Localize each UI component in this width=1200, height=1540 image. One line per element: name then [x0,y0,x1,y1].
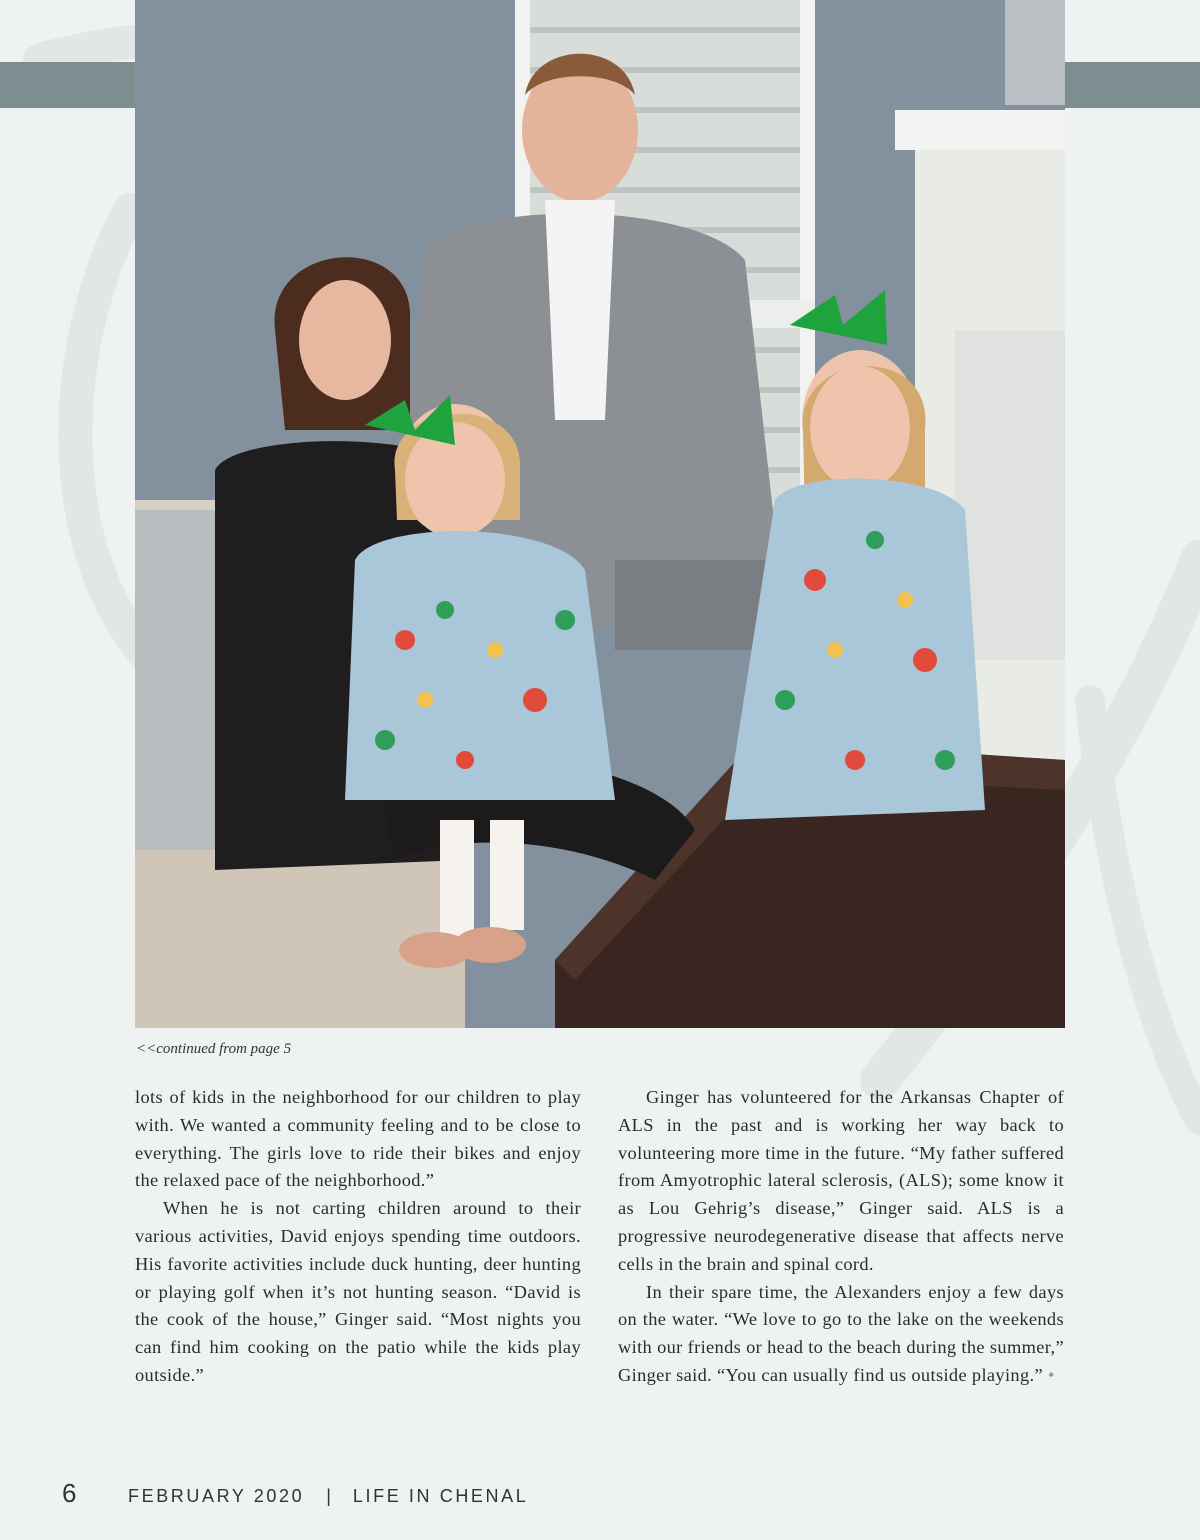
page-number: 6 [62,1478,77,1508]
paragraph [618,1279,1064,1390]
page-footer [62,1478,528,1509]
paragraph-text: In their spare time, the Alexanders enjoy a few days on the water. “We love to go to the lake on the weekends with our friends or head to the beach during the summer,” Ginger said. “You can usually find us outside playing.” [618,1281,1064,1385]
family-portrait-photo [135,0,1065,1028]
header-band-left [0,62,136,108]
article-column-right [618,1084,1064,1390]
photo-caption: <<continued from page 5 [136,1041,292,1057]
header-band-right [1064,62,1200,108]
end-of-article-mark: • [1047,1364,1055,1385]
footer-separator: | [326,1486,331,1506]
issue-date: FEBRUARY 2020 [128,1486,305,1506]
publication-name: LIFE IN CHENAL [352,1486,529,1506]
paragraph: lots of kids in the neighborhood for our children to play with. We wanted a community feeling and to be close to everything. The girls love to ride their bikes and enjoy the relaxed pace of the neighborhood.” [135,1087,581,1191]
article-column-left [135,1084,581,1390]
paragraph: When he is not carting children around to their various activities, David enjoys spending time outdoors. His favorite activities include duck hunting, deer hunting or playing golf when it’s not hunting season. “David is the cook of the house,” Ginger said. “Most nights you can find him cooking on the patio while the kids play outside.” [135,1198,581,1385]
paragraph: Ginger has volunteered for the Arkansas Chapter of ALS in the past and is working her way back to volunteering more time in the future. “My father suffered from Amyotrophic lateral sclerosis, (ALS); some know it as Lou Gehrig’s disease,” Ginger said. ALS is a progressive neurodegenerative disease that affects nerve cells in the brain and spinal cord. [618,1087,1064,1274]
